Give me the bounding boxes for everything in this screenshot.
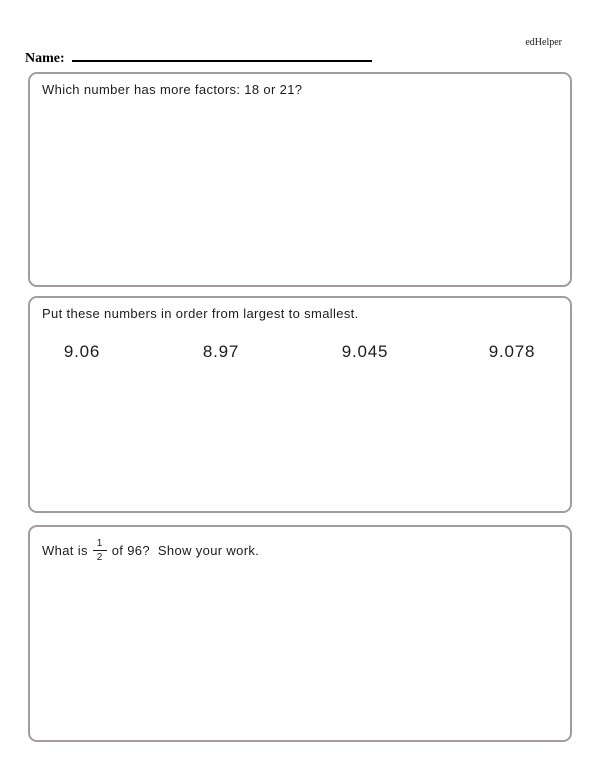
number-value: 9.045: [341, 342, 389, 361]
name-row: [25, 49, 372, 67]
fraction-numerator: 1: [93, 538, 107, 551]
problem-1-prompt: Which number has more factors: 18 or 21?: [42, 82, 303, 97]
problem-box-1: [28, 72, 572, 287]
number-value: 9.06: [63, 342, 101, 361]
problem-box-2: [28, 296, 572, 513]
prompt-text-before-fraction: What is: [42, 543, 88, 558]
name-blank-line: [72, 58, 372, 62]
number-value: 8.97: [202, 342, 240, 361]
problem-2-numbers-row: [30, 342, 570, 368]
name-label: Name:: [25, 51, 65, 66]
edhelper-logo: edHelper: [525, 37, 562, 48]
number-value: 9.078: [488, 342, 536, 361]
fraction-denominator: 2: [96, 552, 103, 563]
problem-2-prompt: Put these numbers in order from largest to smallest.: [42, 306, 359, 321]
problem-3-prompt: [30, 527, 570, 563]
fraction-one-half: [93, 538, 107, 563]
problem-box-3: [28, 525, 572, 742]
prompt-text-after-fraction: of 96? Show your work.: [111, 543, 260, 558]
